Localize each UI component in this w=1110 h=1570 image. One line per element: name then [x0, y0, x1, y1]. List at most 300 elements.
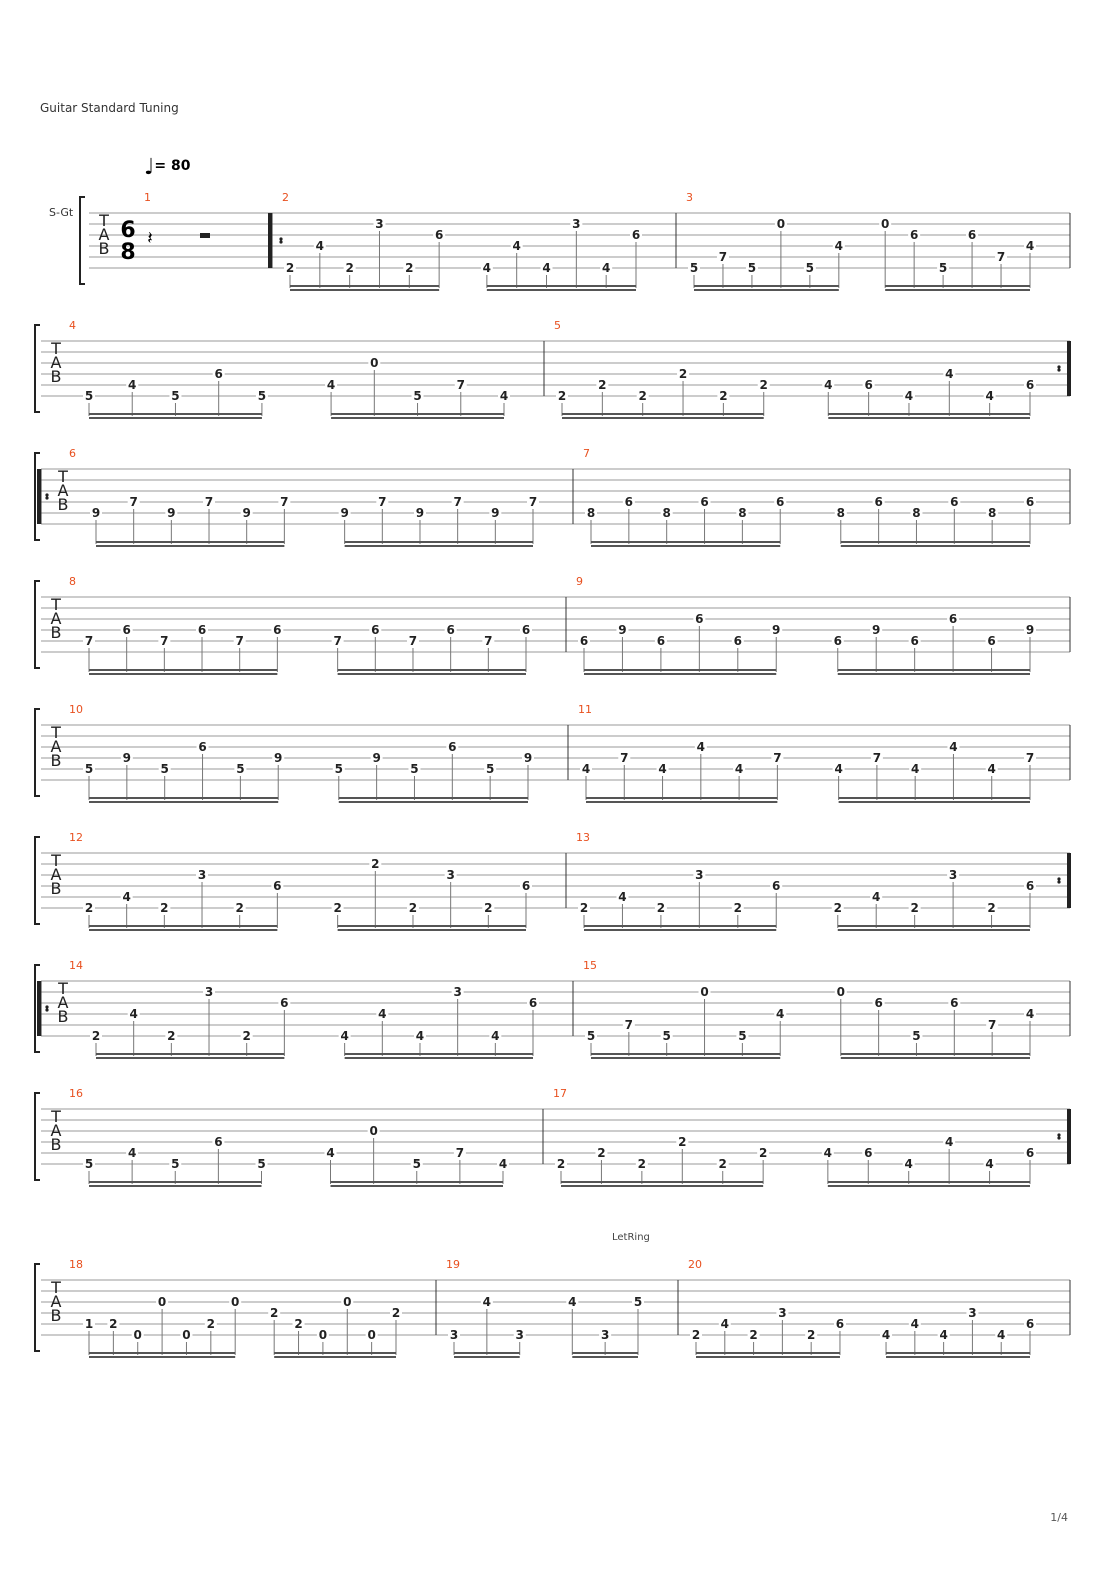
- beam: [89, 673, 277, 675]
- fret-number: 4: [904, 1157, 913, 1171]
- fret-number: 2: [678, 1135, 687, 1149]
- measure-number: 13: [576, 831, 590, 844]
- fret-number: 2: [206, 1317, 216, 1331]
- fret-number: 5: [257, 389, 267, 403]
- fret-number: 4: [834, 239, 844, 253]
- fret-number: 6: [273, 623, 282, 637]
- fret-number: 8: [662, 506, 671, 520]
- fret-number: 4: [491, 1029, 500, 1043]
- fret-number: 2: [109, 1317, 118, 1331]
- tab-clef-letter: B: [50, 1135, 62, 1154]
- fret-number: 8: [738, 506, 747, 520]
- fret-number: 0: [369, 1124, 378, 1138]
- fret-number: 6: [273, 879, 282, 893]
- fret-number: 3: [948, 868, 958, 882]
- fret-number: 9: [372, 751, 381, 765]
- beam: [331, 413, 504, 415]
- fret-number: 2: [167, 1029, 176, 1043]
- tab-clef-letter: B: [57, 495, 69, 514]
- fret-number: 6: [950, 495, 959, 509]
- fret-number: 7: [160, 634, 169, 648]
- repeat-end-thick-bar: [1067, 1109, 1071, 1164]
- beam: [885, 289, 1030, 291]
- beam: [89, 925, 277, 927]
- fret-number: 0: [182, 1328, 191, 1342]
- fret-number: 7: [408, 634, 418, 648]
- measure-number: 2: [282, 191, 289, 204]
- system-bracket: [80, 197, 85, 284]
- beam: [89, 1352, 235, 1354]
- beam: [584, 929, 776, 931]
- fret-number: 0: [157, 1295, 167, 1309]
- page-number: 1/4: [1050, 1511, 1068, 1524]
- fret-number: 2: [987, 901, 996, 915]
- fret-number: 6: [1025, 495, 1035, 509]
- tab-clef-letter: A: [57, 993, 69, 1012]
- fret-number: 5: [738, 1029, 747, 1043]
- fret-number: 9: [523, 751, 533, 765]
- fret-number: 2: [556, 1157, 566, 1171]
- fret-number: 2: [345, 261, 354, 275]
- beam: [96, 1057, 284, 1059]
- fret-number: 2: [910, 901, 919, 915]
- fret-number: 4: [1025, 1007, 1035, 1021]
- beam: [584, 673, 776, 675]
- beam: [274, 1352, 396, 1354]
- fret-number: 6: [909, 228, 919, 242]
- fret-number: 2: [371, 857, 380, 871]
- beam: [89, 801, 278, 803]
- fret-number: 4: [129, 1007, 138, 1021]
- fret-number: 2: [84, 901, 94, 915]
- tab-clef-letter: A: [50, 865, 62, 884]
- fret-number: 4: [720, 1317, 729, 1331]
- fret-number: 4: [881, 1328, 891, 1342]
- fret-number: 4: [985, 389, 994, 403]
- repeat-start-thick-bar: [37, 469, 41, 524]
- beam: [89, 1185, 262, 1187]
- tab-clef-letter: A: [50, 1121, 62, 1140]
- fret-number: 6: [631, 228, 641, 242]
- fret-number: 4: [658, 762, 667, 776]
- fret-number: 6: [835, 1317, 845, 1331]
- fret-number: 2: [557, 389, 567, 403]
- tab-clef-letter: B: [57, 1007, 69, 1026]
- fret-number: 2: [235, 901, 244, 915]
- fret-number: 3: [600, 1328, 610, 1342]
- fret-number: 2: [691, 1328, 701, 1342]
- fret-number: 2: [806, 1328, 816, 1342]
- beam: [339, 797, 528, 799]
- fret-number: 0: [700, 985, 709, 999]
- tab-clef-letter: B: [50, 1306, 62, 1325]
- tab-clef-letter: B: [98, 239, 110, 258]
- beam: [339, 801, 528, 803]
- fret-number: 4: [326, 378, 336, 392]
- fret-number: 9: [491, 506, 500, 520]
- system-bracket: [35, 1093, 40, 1180]
- fret-number: 5: [160, 762, 169, 776]
- beam: [828, 1181, 1030, 1183]
- tab-clef-letter: T: [51, 339, 61, 358]
- fret-number: 2: [678, 367, 688, 381]
- fret-number: 6: [448, 740, 457, 754]
- beam: [584, 925, 776, 927]
- tab-clef-letter: T: [51, 595, 61, 614]
- beam: [338, 673, 526, 675]
- fret-number: 4: [696, 740, 706, 754]
- tab-clef-letter: B: [50, 751, 62, 770]
- instrument-label: S-Gt: [49, 206, 74, 219]
- fret-number: 5: [84, 762, 94, 776]
- fret-number: 3: [695, 868, 704, 882]
- fret-number: 6: [1025, 378, 1035, 392]
- fret-number: 5: [586, 1029, 596, 1043]
- let-ring-label: LetRing: [612, 1232, 650, 1243]
- fret-number: 3: [572, 217, 581, 231]
- beam: [828, 1185, 1030, 1187]
- measure-number: 9: [576, 575, 583, 588]
- fret-number: 6: [987, 634, 996, 648]
- tab-clef-letter: A: [50, 1292, 62, 1311]
- measure-number: 17: [553, 1087, 567, 1100]
- fret-number: 5: [662, 1029, 671, 1043]
- beam: [487, 285, 636, 287]
- fret-number: 4: [581, 762, 591, 776]
- fret-number: 7: [378, 495, 387, 509]
- beam: [331, 1181, 504, 1183]
- fret-number: 5: [84, 389, 94, 403]
- fret-number: 6: [950, 996, 959, 1010]
- fret-number: 6: [874, 495, 883, 509]
- time-signature-top: 6: [120, 218, 136, 243]
- fret-number: 6: [1025, 1146, 1035, 1160]
- fret-number: 9: [91, 506, 101, 520]
- beam: [89, 929, 277, 931]
- fret-number: 2: [91, 1029, 101, 1043]
- fret-number: 5: [236, 762, 245, 776]
- fret-number: 2: [160, 901, 169, 915]
- fret-number: 5: [413, 389, 422, 403]
- beam: [584, 669, 776, 671]
- fret-number: 5: [633, 1295, 643, 1309]
- fret-number: 7: [333, 634, 342, 648]
- beam: [89, 1181, 262, 1183]
- fret-number: 4: [776, 1007, 785, 1021]
- fret-number: 3: [968, 1306, 977, 1320]
- beam: [487, 289, 636, 291]
- time-signature-bottom: 8: [120, 240, 136, 265]
- fret-number: 4: [601, 261, 611, 275]
- fret-number: 3: [446, 868, 455, 882]
- fret-number: 5: [689, 261, 699, 275]
- fret-number: 4: [482, 1295, 492, 1309]
- beam: [839, 801, 1030, 803]
- fret-number: 4: [122, 890, 131, 904]
- tuning-label: Guitar Standard Tuning: [40, 101, 179, 115]
- fret-number: 6: [521, 879, 531, 893]
- fret-number: 2: [598, 378, 607, 392]
- system-bracket: [35, 1264, 40, 1351]
- beam: [696, 1352, 840, 1354]
- fret-number: 2: [405, 261, 414, 275]
- fret-number: 2: [294, 1317, 303, 1331]
- measure-number: 12: [69, 831, 83, 844]
- fret-number: 6: [214, 1135, 223, 1149]
- beam: [696, 1356, 840, 1358]
- beam: [96, 545, 284, 547]
- fret-number: 2: [484, 901, 493, 915]
- fret-number: 8: [586, 506, 596, 520]
- fret-number: 5: [171, 1157, 180, 1171]
- fret-number: 7: [129, 495, 138, 509]
- fret-number: 7: [987, 1018, 997, 1032]
- fret-number: 5: [412, 1157, 421, 1171]
- fret-number: 6: [700, 495, 709, 509]
- fret-number: 7: [1025, 751, 1035, 765]
- beam: [562, 417, 764, 419]
- fret-number: 8: [912, 506, 921, 520]
- fret-number: 6: [733, 634, 742, 648]
- fret-number: 4: [340, 1029, 349, 1043]
- fret-number: 5: [257, 1157, 266, 1171]
- beam: [572, 1352, 638, 1354]
- fret-number: 4: [1025, 239, 1035, 253]
- beam: [274, 1356, 396, 1358]
- fret-number: 7: [872, 751, 882, 765]
- beam: [96, 541, 284, 543]
- fret-number: 9: [167, 506, 176, 520]
- fret-number: 2: [408, 901, 418, 915]
- fret-number: 0: [776, 217, 786, 231]
- tab-clef-letter: A: [50, 353, 62, 372]
- beam: [841, 545, 1030, 547]
- beam: [841, 1053, 1030, 1055]
- fret-number: 0: [133, 1328, 142, 1342]
- fret-number: 4: [945, 367, 954, 381]
- tab-clef-letter: T: [51, 1278, 61, 1297]
- fret-number: 4: [910, 1317, 920, 1331]
- fret-number: 7: [624, 1018, 634, 1032]
- fret-number: 6: [214, 367, 223, 381]
- measure-number: 5: [554, 319, 561, 332]
- fret-number: 6: [528, 996, 538, 1010]
- tab-clef-letter: T: [58, 467, 68, 486]
- fret-number: 4: [949, 740, 958, 754]
- beam: [586, 801, 777, 803]
- beam: [591, 1057, 780, 1059]
- fret-number: 4: [824, 378, 833, 392]
- fret-number: 9: [618, 623, 627, 637]
- beam: [886, 1356, 1030, 1358]
- fret-number: 5: [485, 762, 495, 776]
- fret-number: 0: [836, 985, 845, 999]
- beam: [694, 289, 839, 291]
- beam: [828, 413, 1030, 415]
- fret-number: 6: [197, 623, 207, 637]
- fret-number: 2: [597, 1146, 606, 1160]
- fret-number: 4: [498, 1157, 508, 1171]
- beam: [345, 541, 533, 543]
- repeat-dot: [1057, 880, 1060, 883]
- fret-number: 0: [880, 217, 890, 231]
- fret-number: 2: [758, 1146, 768, 1160]
- fret-number: 4: [997, 1328, 1006, 1342]
- beam: [290, 289, 439, 291]
- fret-number: 6: [656, 634, 666, 648]
- quarter-note-icon: ♩: [144, 155, 155, 180]
- fret-number: 3: [204, 985, 214, 999]
- fret-number: 0: [318, 1328, 328, 1342]
- fret-number: 4: [618, 890, 627, 904]
- beam: [561, 1181, 763, 1183]
- fret-number: 7: [620, 751, 629, 765]
- fret-number: 2: [285, 261, 295, 275]
- repeat-end-thick-bar: [1067, 341, 1071, 396]
- repeat-dot: [1057, 1133, 1060, 1136]
- fret-number: 0: [367, 1328, 376, 1342]
- beam: [838, 669, 1030, 671]
- fret-number: 4: [378, 1007, 387, 1021]
- beam: [562, 413, 764, 415]
- system-bracket: [35, 581, 40, 668]
- repeat-start-thick-bar: [37, 981, 41, 1036]
- fret-number: 9: [415, 506, 425, 520]
- fret-number: 2: [637, 1157, 647, 1171]
- beam: [561, 1185, 763, 1187]
- fret-number: 7: [455, 1146, 465, 1160]
- fret-number: 2: [242, 1029, 251, 1043]
- measure-number: 14: [69, 959, 83, 972]
- fret-number: 4: [734, 762, 744, 776]
- measure-number: 19: [446, 1258, 460, 1271]
- measure-number: 11: [578, 703, 592, 716]
- fret-number: 6: [910, 634, 919, 648]
- fret-number: 2: [719, 389, 728, 403]
- fret-number: 2: [391, 1306, 401, 1320]
- tab-clef-letter: T: [51, 851, 61, 870]
- beam: [345, 545, 533, 547]
- fret-number: 7: [84, 634, 94, 648]
- fret-number: 6: [776, 495, 785, 509]
- fret-number: 9: [242, 506, 251, 520]
- half-rest-icon: [200, 233, 210, 238]
- beam: [331, 1185, 504, 1187]
- tab-clef-letter: A: [98, 225, 110, 244]
- fret-number: 4: [823, 1146, 833, 1160]
- system-bracket: [35, 837, 40, 924]
- tab-clef-letter: A: [50, 737, 62, 756]
- repeat-dot: [279, 237, 282, 240]
- tab-clef-letter: T: [99, 211, 109, 230]
- tab-clef-letter: B: [50, 879, 62, 898]
- fret-number: 7: [204, 495, 214, 509]
- beam: [89, 797, 278, 799]
- fret-number: 4: [482, 261, 492, 275]
- beam: [290, 285, 439, 287]
- fret-number: 4: [415, 1029, 425, 1043]
- fret-number: 7: [456, 378, 465, 392]
- fret-number: 7: [718, 250, 728, 264]
- fret-number: 5: [410, 762, 419, 776]
- repeat-dot: [45, 496, 48, 499]
- fret-number: 9: [872, 623, 881, 637]
- beam: [591, 1053, 780, 1055]
- beam: [591, 545, 780, 547]
- fret-number: 2: [579, 901, 589, 915]
- fret-number: 6: [521, 623, 531, 637]
- measure-number: 15: [583, 959, 597, 972]
- beam: [572, 1356, 638, 1358]
- beam: [694, 285, 839, 287]
- fret-number: 4: [127, 1146, 137, 1160]
- fret-number: 5: [84, 1157, 94, 1171]
- fret-number: 5: [912, 1029, 921, 1043]
- beam: [338, 925, 526, 927]
- measure-number: 4: [69, 319, 76, 332]
- fret-number: 6: [198, 740, 207, 754]
- fret-number: 3: [449, 1328, 459, 1342]
- fret-number: 4: [985, 1157, 994, 1171]
- fret-number: 2: [733, 901, 742, 915]
- fret-number: 6: [1025, 1317, 1035, 1331]
- fret-number: 6: [772, 879, 781, 893]
- fret-number: 2: [759, 378, 768, 392]
- fret-number: 6: [122, 623, 131, 637]
- repeat-dot: [279, 240, 282, 243]
- fret-number: 6: [833, 634, 842, 648]
- fret-number: 4: [904, 389, 914, 403]
- repeat-end-thick-bar: [1067, 853, 1071, 908]
- fret-number: 5: [805, 261, 815, 275]
- fret-number: 6: [280, 996, 289, 1010]
- fret-number: 7: [528, 495, 538, 509]
- fret-number: 5: [938, 261, 948, 275]
- measure-number: 7: [583, 447, 590, 460]
- fret-number: 2: [638, 389, 647, 403]
- tempo-value: = 80: [154, 158, 191, 174]
- beam: [885, 285, 1030, 287]
- fret-number: 9: [122, 751, 132, 765]
- fret-number: 4: [512, 239, 521, 253]
- fret-number: 4: [128, 378, 137, 392]
- measure-number: 18: [69, 1258, 83, 1271]
- fret-number: 7: [453, 495, 462, 509]
- fret-number: 7: [235, 634, 244, 648]
- fret-number: 6: [864, 1146, 873, 1160]
- fret-number: 2: [718, 1157, 727, 1171]
- fret-number: 9: [340, 506, 349, 520]
- beam: [89, 417, 262, 419]
- fret-number: 3: [197, 868, 207, 882]
- fret-number: 3: [453, 985, 462, 999]
- beam: [89, 1356, 235, 1358]
- beam: [338, 929, 526, 931]
- fret-number: 6: [624, 495, 634, 509]
- fret-number: 7: [773, 751, 782, 765]
- beam: [838, 925, 1030, 927]
- tab-clef-letter: T: [51, 1107, 61, 1126]
- fret-number: 5: [171, 389, 180, 403]
- beam: [454, 1352, 520, 1354]
- fret-number: 9: [772, 623, 781, 637]
- system-bracket: [35, 709, 40, 796]
- measure-number: 3: [686, 191, 693, 204]
- fret-number: 4: [315, 239, 325, 253]
- fret-number: 4: [910, 762, 920, 776]
- fret-number: 4: [568, 1295, 577, 1309]
- beam: [96, 1053, 284, 1055]
